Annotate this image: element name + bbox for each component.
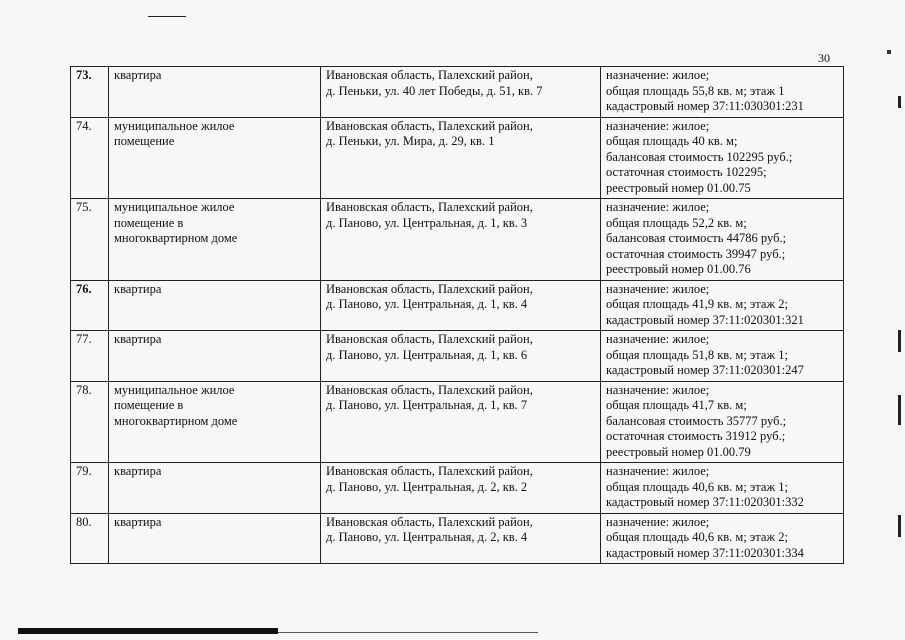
property-address-line: д. Паново, ул. Центральная, д. 2, кв. 4: [326, 530, 528, 544]
property-details-line: общая площадь 52,2 кв. м;: [606, 215, 747, 230]
property-type-line: квартира: [114, 68, 162, 82]
property-type-line: помещение в: [114, 398, 184, 412]
bottom-scan-edge: [18, 628, 278, 634]
property-details-line: назначение: жилое;: [606, 514, 710, 529]
property-type: [109, 513, 321, 564]
table-row: [71, 199, 844, 281]
property-type-line: многоквартирном доме: [114, 231, 238, 245]
property-details-line: остаточная стоимость 39947 руб.;: [606, 246, 786, 261]
property-details-line: назначение: жилое;: [606, 332, 710, 346]
property-details-line: кадастровый номер 37:11:020301:334: [606, 545, 804, 560]
property-details: [601, 331, 844, 382]
property-details-line: балансовая стоимость 44786 руб.;: [606, 231, 787, 245]
scan-mark: [898, 96, 901, 108]
property-address-line: Ивановская область, Палехский район,: [326, 281, 533, 296]
property-details-line: назначение: жилое;: [606, 281, 710, 296]
table-row: [71, 331, 844, 382]
property-details: [601, 117, 844, 199]
property-details-line: кадастровый номер 37:11:020301:247: [606, 363, 804, 377]
table-row: [71, 67, 844, 118]
property-details-line: остаточная стоимость 102295;: [606, 165, 767, 179]
property-address-line: д. Паново, ул. Центральная, д. 2, кв. 2: [326, 479, 528, 494]
table-row: [71, 513, 844, 564]
row-number: 78.: [71, 381, 109, 463]
property-type-line: квартира: [114, 464, 162, 478]
property-details-line: общая площадь 41,7 кв. м;: [606, 398, 747, 412]
property-address: [321, 199, 601, 281]
property-details-line: назначение: жилое;: [606, 118, 710, 133]
header-rule: [148, 16, 186, 17]
property-type-line: помещение в: [114, 215, 184, 230]
property-details-line: общая площадь 51,8 кв. м; этаж 1;: [606, 347, 788, 362]
scan-mark: [898, 330, 901, 352]
property-details: [601, 381, 844, 463]
table-row: [71, 381, 844, 463]
table-row: [71, 117, 844, 199]
property-address-line: д. Паново, ул. Центральная, д. 1, кв. 7: [326, 398, 528, 412]
property-details-line: кадастровый номер 37:11:020301:332: [606, 495, 804, 509]
property-details: [601, 199, 844, 281]
property-details-line: назначение: жилое;: [606, 464, 710, 478]
property-address-line: Ивановская область, Палехский район,: [326, 332, 533, 346]
property-address-line: Ивановская область, Палехский район,: [326, 464, 533, 478]
property-type-line: квартира: [114, 514, 162, 529]
page-number: 30: [818, 51, 830, 65]
property-address: [321, 331, 601, 382]
property-type-line: муниципальное жилое: [114, 382, 235, 397]
scan-mark: [898, 395, 901, 425]
property-address-line: д. Паново, ул. Центральная, д. 1, кв. 3: [326, 215, 528, 230]
table-row: [71, 280, 844, 331]
row-number: 79.: [71, 463, 109, 514]
property-address-line: д. Пеньки, ул. 40 лет Победы, д. 51, кв. 7: [326, 83, 543, 98]
property-registry-table: [70, 66, 844, 564]
row-number: 73.: [71, 67, 109, 118]
bottom-scan-edge: [278, 632, 538, 633]
property-address: [321, 381, 601, 463]
registry-body: [71, 67, 844, 564]
scan-mark: [898, 515, 901, 537]
property-type-line: квартира: [114, 332, 162, 346]
property-details-line: общая площадь 41,9 кв. м; этаж 2;: [606, 297, 788, 311]
property-details-line: остаточная стоимость 31912 руб.;: [606, 429, 786, 443]
property-type: [109, 463, 321, 514]
property-details-line: реестровый номер 01.00.79: [606, 444, 751, 459]
property-details: [601, 513, 844, 564]
property-details-line: общая площадь 40 кв. м;: [606, 134, 738, 148]
property-details-line: общая площадь 40,6 кв. м; этаж 1;: [606, 479, 788, 494]
property-address: [321, 117, 601, 199]
property-details: [601, 67, 844, 118]
property-address: [321, 280, 601, 331]
property-type: [109, 280, 321, 331]
row-number: 76.: [71, 280, 109, 331]
property-type-line: муниципальное жилое: [114, 200, 235, 214]
property-address-line: д. Паново, ул. Центральная, д. 1, кв. 4: [326, 297, 528, 311]
property-address-line: Ивановская область, Палехский район,: [326, 382, 533, 397]
row-number: 77.: [71, 331, 109, 382]
property-details-line: назначение: жилое;: [606, 382, 710, 397]
property-type: [109, 67, 321, 118]
property-type-line: квартира: [114, 281, 162, 296]
property-address-line: Ивановская область, Палехский район,: [326, 118, 533, 133]
property-details-line: назначение: жилое;: [606, 68, 710, 82]
property-address: [321, 67, 601, 118]
property-details-line: назначение: жилое;: [606, 200, 710, 214]
property-details-line: кадастровый номер 37:11:020301:321: [606, 312, 804, 327]
property-type-line: муниципальное жилое: [114, 118, 235, 133]
property-type: [109, 381, 321, 463]
table-row: [71, 463, 844, 514]
property-address-line: Ивановская область, Палехский район,: [326, 68, 533, 82]
property-details-line: общая площадь 40,6 кв. м; этаж 2;: [606, 530, 788, 544]
property-type: [109, 199, 321, 281]
property-details-line: балансовая стоимость 102295 руб.;: [606, 149, 793, 164]
property-details: [601, 463, 844, 514]
property-details-line: общая площадь 55,8 кв. м; этаж 1: [606, 83, 785, 98]
property-address-line: д. Паново, ул. Центральная, д. 1, кв. 6: [326, 347, 528, 362]
property-address: [321, 513, 601, 564]
property-details-line: балансовая стоимость 35777 руб.;: [606, 413, 787, 428]
property-type-line: помещение: [114, 134, 175, 148]
scan-mark: [887, 50, 891, 54]
property-address-line: Ивановская область, Палехский район,: [326, 200, 533, 214]
property-address-line: Ивановская область, Палехский район,: [326, 514, 533, 529]
row-number: 80.: [71, 513, 109, 564]
row-number: 75.: [71, 199, 109, 281]
property-type-line: многоквартирном доме: [114, 413, 238, 428]
property-details-line: кадастровый номер 37:11:030301:231: [606, 99, 804, 113]
property-type: [109, 331, 321, 382]
property-address-line: д. Пеньки, ул. Мира, д. 29, кв. 1: [326, 134, 495, 148]
property-details: [601, 280, 844, 331]
property-details-line: реестровый номер 01.00.75: [606, 180, 751, 195]
property-details-line: реестровый номер 01.00.76: [606, 262, 751, 276]
property-address: [321, 463, 601, 514]
row-number: 74.: [71, 117, 109, 199]
property-type: [109, 117, 321, 199]
